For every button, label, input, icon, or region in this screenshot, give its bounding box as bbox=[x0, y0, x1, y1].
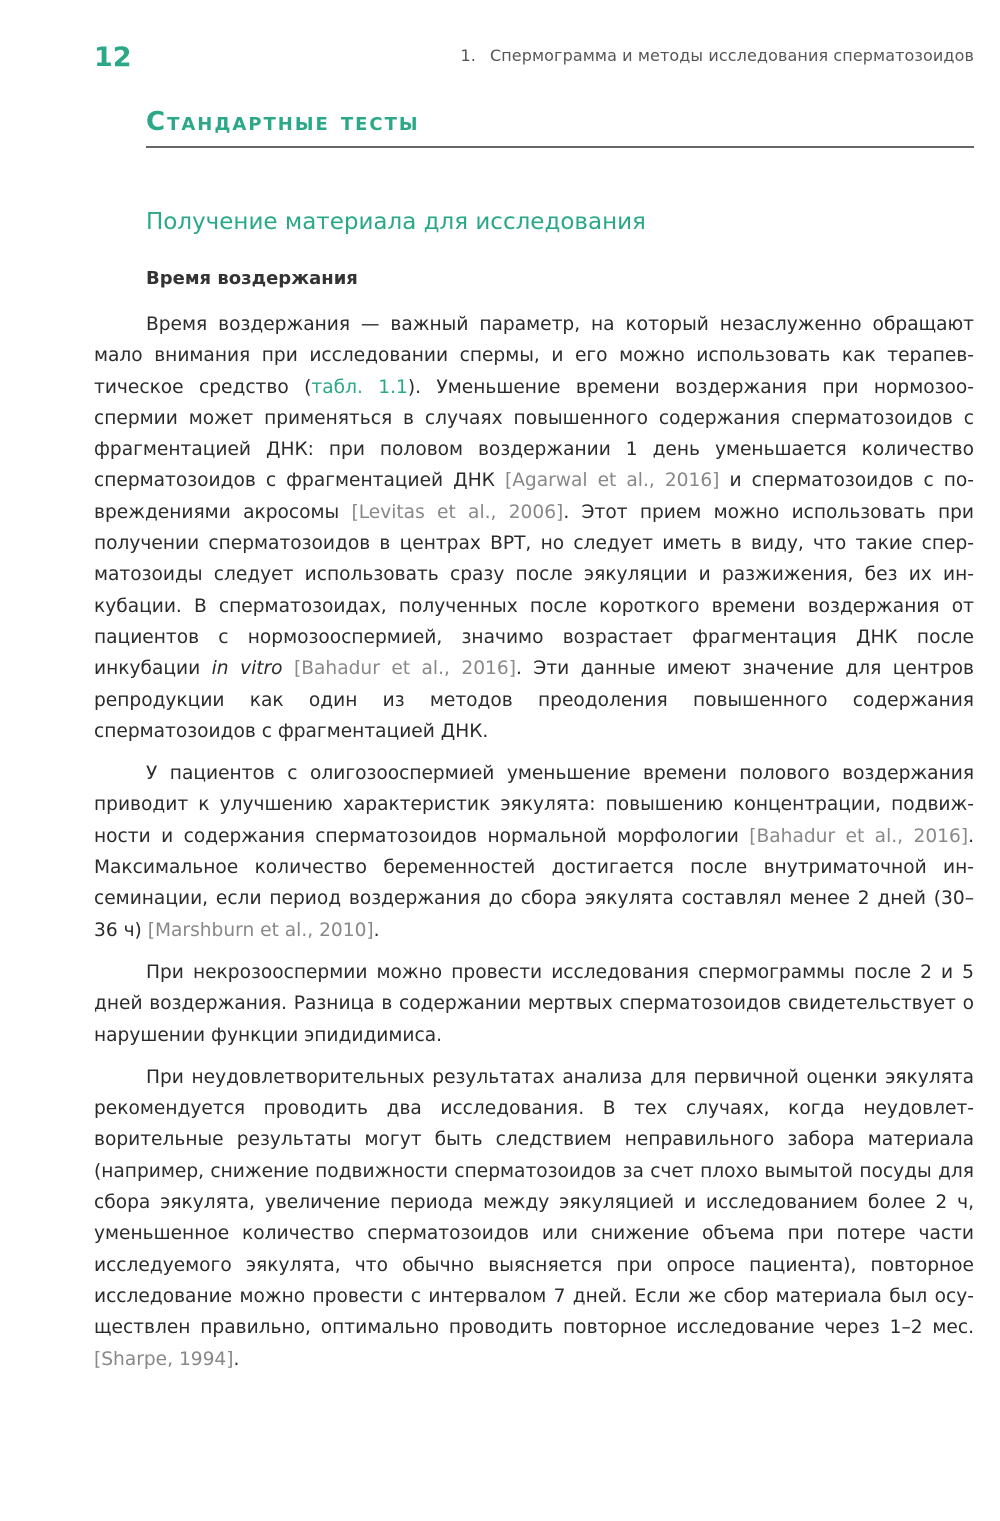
running-head bbox=[461, 46, 975, 65]
section-rule bbox=[146, 146, 974, 148]
text-run: . Этот прием можно использовать при получении сперматозоидов в центрах ВРТ, но следует иметь в виду, что такие сперматозоиды следует использовать сразу после эякуляции и разжижения, без их инкубации. В сперматозоидах, полученных после короткого времени воздержания от пациентов с нормозооспермией, значимо возрастает фрагментация ДНК после инкубации bbox=[94, 501, 975, 680]
subsection-title: Получение материала для исследования bbox=[146, 209, 646, 235]
text-run: При неудовлетворительных результатах анализа для первичной оценки эякулята рекомендуется проводить два исследования. В тех случаях, когда неудовлетворительные результаты могут быть следствием неправильного забора материала (например, снижение подвижности сперматозоидов за счет плохо вымытой посуды для сбора эякулята, увеличение периода между эякуляцией и исследованием более 2 ч, уменьшенное количество сперматозоидов или снижение объема при потере части исследуемого эякулята, что обычно выясняется при опросе пациента), повторное исследование можно провести с интервалом 7 дней. Если же сбор материала был осуществлен правильно, оптимально проводить повторное исследование через 1–2 мес. bbox=[94, 1066, 974, 1339]
italic-term: in vitro bbox=[211, 658, 283, 680]
page-number: 12 bbox=[94, 42, 132, 73]
text-run: и сперматозоидов с повреждениями акросомы bbox=[94, 470, 974, 523]
body-text bbox=[94, 309, 974, 1386]
chapter-title: Спермограмма и методы исследования сперматозоидов bbox=[489, 46, 974, 65]
table-reference-link[interactable]: табл. 1.1 bbox=[311, 376, 408, 398]
paragraph bbox=[94, 957, 974, 1051]
text-run: . bbox=[233, 1348, 240, 1370]
paragraph bbox=[94, 1062, 974, 1375]
chapter-number: 1. bbox=[460, 46, 476, 65]
citation: [Sharpe, 1994] bbox=[94, 1348, 234, 1370]
section-title: Стандартные тесты bbox=[146, 107, 420, 137]
paragraph bbox=[94, 309, 974, 747]
text-run: Время воздержания — важный параметр, на который незаслуженно обращают мало внимания при исследовании спермы, и его можно использовать как терапевтическое средство ( bbox=[94, 314, 974, 398]
text-run bbox=[283, 658, 294, 679]
text-run: ). Уменьшение времени воздержания при нормозооспермии может применяться в случаях повышенного содержания сперматозоидов с фрагментацией ДНК: при половом воздержании 1 день уменьшается количество сперматозоидов с фрагментацией ДНК bbox=[94, 376, 974, 492]
citation: [Bahadur et al., 2016] bbox=[294, 658, 516, 680]
text-run: . Максимальное количество беременностей достигается после внутриматочной инсеминации, если период воздержания до сбора эякулята составлял менее 2 дней (30–36 ч) bbox=[94, 825, 974, 941]
citation: [Bahadur et al., 2016] bbox=[749, 825, 969, 847]
citation: [Levitas et al., 2006] bbox=[351, 501, 564, 523]
text-run: . bbox=[373, 919, 380, 941]
text-run: . Эти данные имеют значение для центров репродукции как один из методов преодоления повышенного содержания сперматозоидов с фрагментацией ДНК. bbox=[94, 658, 974, 742]
paragraph bbox=[94, 758, 974, 946]
text-run: У пациентов с олигозооспермией уменьшение времени полового воздержания приводит к улучшению характеристик эякулята: повышению концентрации, подвижности и содержания сперматозоидов нормальной морфологии bbox=[94, 763, 974, 847]
citation: [Agarwal et al., 2016] bbox=[504, 470, 720, 492]
subsubsection-title: Время воздержания bbox=[146, 268, 358, 289]
text-run: При некрозооспермии можно провести исследования спермограммы после 2 и 5 дней воздержания. Разница в содержании мертвых сперматозоидов свидетельствует о нарушении функции эпидидимиса. bbox=[94, 961, 974, 1046]
citation: [Marshburn et al., 2010] bbox=[147, 919, 374, 941]
